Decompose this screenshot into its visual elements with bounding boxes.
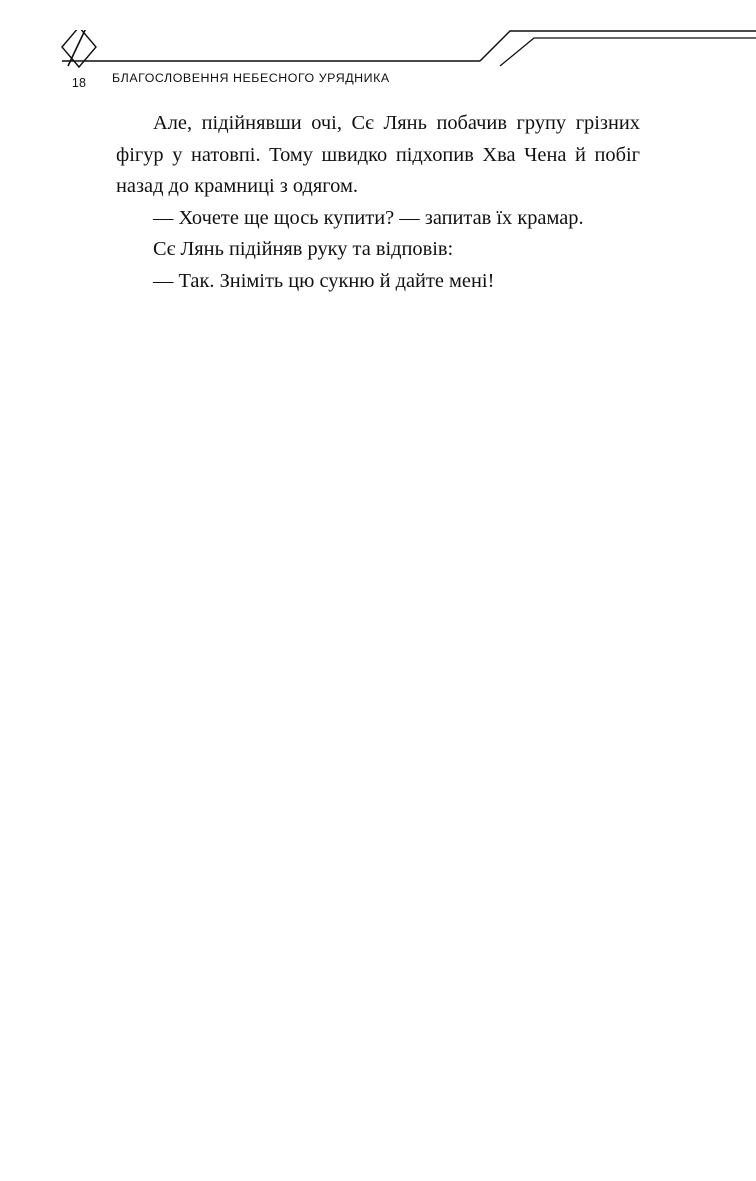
header-rule-ornament <box>0 30 756 76</box>
paragraph: Але, підійнявши очі, Сє Лянь побачив групу грізних фігур у натовпі. Тому швидко підхопив Хва Чена й побіг назад до крамниці з одягом. <box>116 112 640 198</box>
page-number: 18 <box>71 75 87 90</box>
paragraph: — Так. Зніміть цю сукню й дайте мені! <box>153 269 495 292</box>
page-header <box>0 30 756 90</box>
paragraph: — Хочете ще щось купити? — запитав їх крамар. <box>153 206 584 229</box>
running-title: БЛАГОСЛОВЕННЯ НЕБЕСНОГО УРЯДНИКА <box>112 71 390 85</box>
folio-diamond <box>62 66 96 100</box>
paragraph: Сє Лянь підійняв руку та відповів: <box>153 238 454 261</box>
body-text <box>116 108 640 298</box>
